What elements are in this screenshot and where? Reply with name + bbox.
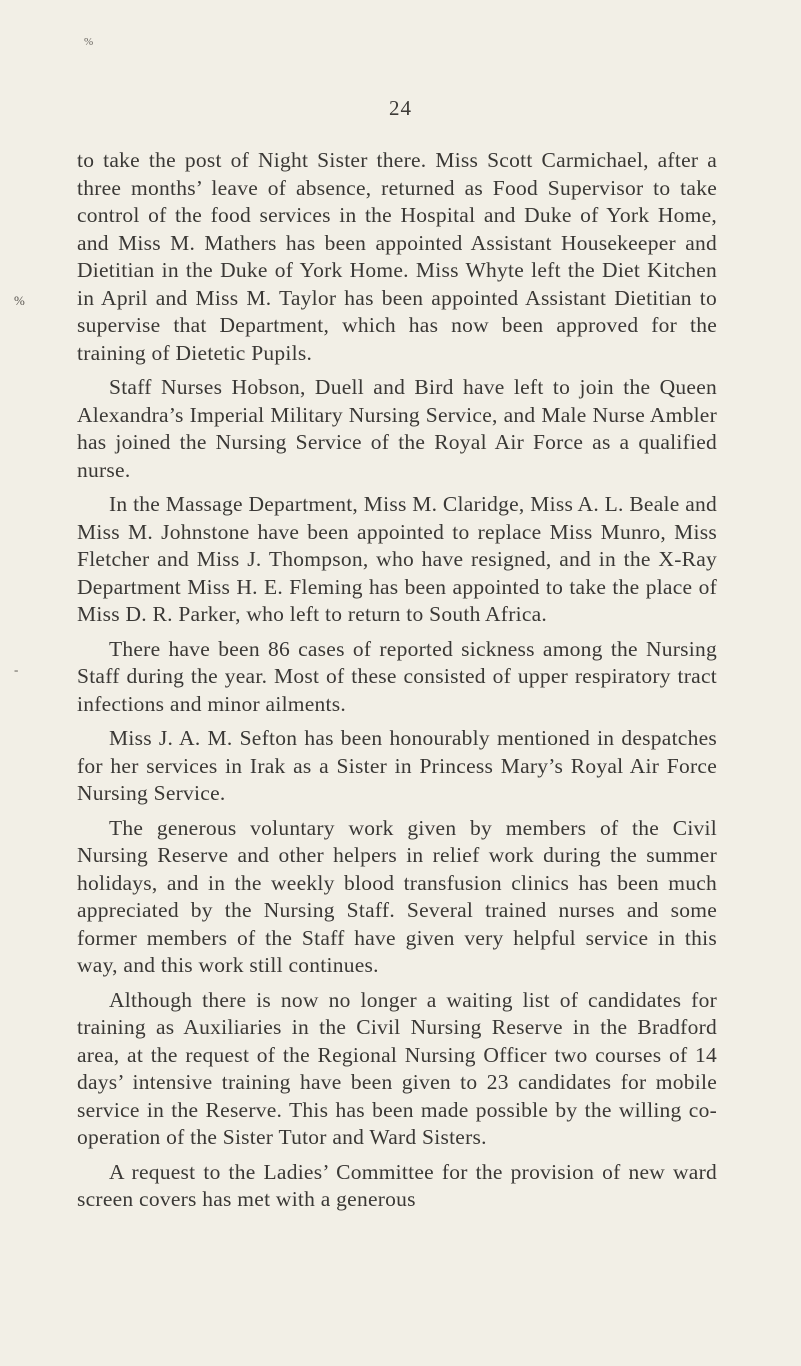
margin-mark: % xyxy=(14,293,25,308)
paragraph: Staff Nurses Hobson, Duell and Bird have left to join the Queen Alexandra’s Imperial Military Nursing Service, and Male Nurse Ambler has joined the Nursing Service of the Royal Air Force as a qualified nurse. xyxy=(77,375,717,482)
paragraph: to take the post of Night Sister there. Miss Scott Carmichael, after a three months’ leave of absence, returned as Food Supervisor to take control of the food services in the Hospital and Duke of York Home, and Miss M. Mathers has been appointed Assistant Housekeeper and Dietitian in the Duke of York Home. Miss Whyte left the Diet Kitchen in April and Miss M. Taylor has been appointed Assistant Dietitian to supervise that Department, which has now been approved for the training of Dietetic Pupils. xyxy=(77,148,717,365)
page-number: 24 xyxy=(389,96,412,120)
paragraph: In the Massage Department, Miss M. Claridge, Miss A. L. Beale and Miss M. Johnstone have been appointed to replace Miss Munro, Miss Fletcher and Miss J. Thompson, who have resigned, and in the X-Ray Department Miss H. E. Fleming has been appointed to take the place of Miss D. R. Parker, who left to return to South Africa. xyxy=(77,492,717,626)
stray-mark: % xyxy=(84,36,94,48)
margin-mark: - xyxy=(14,662,19,677)
paragraph: There have been 86 cases of reported sickness among the Nursing Staff during the year. Most of these consisted of upper respiratory tract infections and minor ailments. xyxy=(77,636,717,716)
body-text xyxy=(77,147,717,1221)
paragraph: Although there is now no longer a waiting list of candidates for training as Auxiliaries in the Civil Nursing Reserve in the Bradford area, at the request of the Regional Nursing Officer two courses of 14 days’ intensive training have been given to 23 candidates for mobile service in the Reserve. This has been made possible by the willing co-operation of the Sister Tutor and Ward Sisters. xyxy=(77,987,717,1149)
paragraph: A request to the Ladies’ Committee for the provision of new ward screen covers has met with a generous xyxy=(77,1159,717,1211)
paragraph: The generous voluntary work given by members of the Civil Nursing Reserve and other helpers in relief work during the summer holidays, and in the weekly blood transfusion clinics has been much appreciated by the Nursing Staff. Several trained nurses and some former members of the Staff have given very helpful service in this way, and this work still continues. xyxy=(77,815,717,977)
paragraph: Miss J. A. M. Sefton has been honourably mentioned in despatches for her services in Irak as a Sister in Princess Mary’s Royal Air Force Nursing Service. xyxy=(77,726,717,805)
